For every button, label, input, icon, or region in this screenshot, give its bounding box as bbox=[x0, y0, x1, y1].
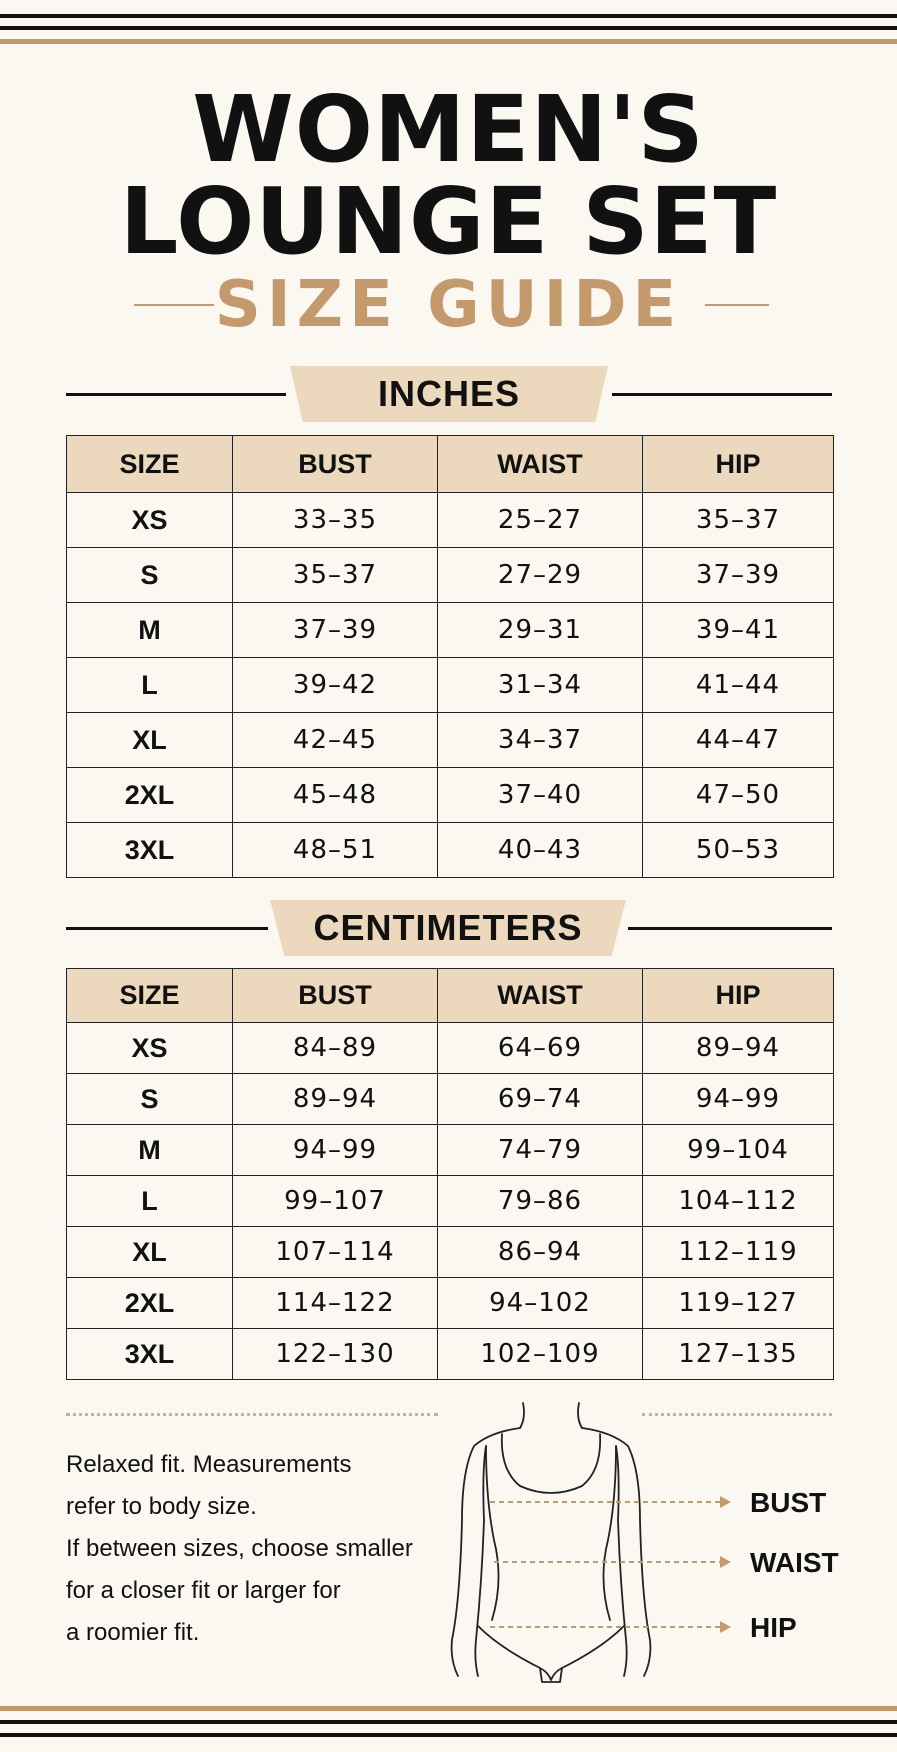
top-stripe-3 bbox=[0, 39, 897, 44]
subtitle-rule-right bbox=[705, 304, 769, 306]
bust-cell: 122–130 bbox=[233, 1329, 438, 1380]
bust-arrow-icon bbox=[720, 1496, 731, 1508]
table-row bbox=[67, 1329, 834, 1380]
table-row bbox=[67, 1176, 834, 1227]
table-row bbox=[67, 823, 834, 878]
bottom-stripe-2 bbox=[0, 1720, 897, 1724]
waist-cell: 29–31 bbox=[438, 603, 643, 658]
waist-cell: 34–37 bbox=[438, 713, 643, 768]
waist-cell: 86–94 bbox=[438, 1227, 643, 1278]
page-title-line-1: WOMEN'S bbox=[192, 76, 705, 183]
waist-label: WAIST bbox=[750, 1547, 839, 1578]
hip-arrow-icon bbox=[720, 1621, 731, 1633]
bust-cell: 39–42 bbox=[233, 658, 438, 713]
centimeters-table bbox=[66, 968, 834, 1380]
column-header-waist: WAIST bbox=[438, 969, 643, 1023]
size-cell: M bbox=[67, 1125, 233, 1176]
bust-cell: 107–114 bbox=[233, 1227, 438, 1278]
size-cell: 2XL bbox=[67, 768, 233, 823]
bust-cell: 99–107 bbox=[233, 1176, 438, 1227]
table-row bbox=[67, 1023, 834, 1074]
bust-cell: 48–51 bbox=[233, 823, 438, 878]
waist-cell: 31–34 bbox=[438, 658, 643, 713]
hip-cell: 127–135 bbox=[643, 1329, 834, 1380]
table-row bbox=[67, 713, 834, 768]
hip-cell: 47–50 bbox=[643, 768, 834, 823]
bodysuit-outline-icon bbox=[452, 1403, 651, 1682]
hip-cell: 39–41 bbox=[643, 603, 834, 658]
inches-label: INCHES bbox=[377, 373, 521, 414]
size-cell: L bbox=[67, 658, 233, 713]
column-header-size: SIZE bbox=[67, 969, 233, 1023]
bust-label: BUST bbox=[750, 1487, 827, 1518]
centimeters-rule-right bbox=[628, 927, 832, 930]
column-header-size: SIZE bbox=[67, 436, 233, 493]
bust-cell: 84–89 bbox=[233, 1023, 438, 1074]
bust-cell: 42–45 bbox=[233, 713, 438, 768]
hip-label: HIP bbox=[750, 1612, 797, 1643]
column-header-bust: BUST bbox=[233, 969, 438, 1023]
centimeters-header-row bbox=[67, 969, 834, 1023]
waist-cell: 40–43 bbox=[438, 823, 643, 878]
fit-note bbox=[66, 1444, 446, 1654]
bust-cell: 37–39 bbox=[233, 603, 438, 658]
bust-cell: 114–122 bbox=[233, 1278, 438, 1329]
inches-section-header bbox=[0, 366, 897, 422]
inches-header-row bbox=[67, 436, 834, 493]
dotted-divider-right bbox=[642, 1413, 832, 1416]
size-cell: M bbox=[67, 603, 233, 658]
top-stripe-2 bbox=[0, 26, 897, 30]
column-header-waist: WAIST bbox=[438, 436, 643, 493]
fit-note-line: a roomier fit. bbox=[66, 1619, 200, 1646]
table-row bbox=[67, 1278, 834, 1329]
hip-cell: 35–37 bbox=[643, 493, 834, 548]
waist-cell: 74–79 bbox=[438, 1125, 643, 1176]
bust-cell: 35–37 bbox=[233, 548, 438, 603]
bust-cell: 45–48 bbox=[233, 768, 438, 823]
bust-cell: 89–94 bbox=[233, 1074, 438, 1125]
size-cell: 3XL bbox=[67, 823, 233, 878]
size-cell: S bbox=[67, 548, 233, 603]
column-header-bust: BUST bbox=[233, 436, 438, 493]
top-stripe-1 bbox=[0, 14, 897, 18]
waist-cell: 79–86 bbox=[438, 1176, 643, 1227]
inches-table bbox=[66, 435, 834, 878]
bottom-stripe-1 bbox=[0, 1706, 897, 1711]
centimeters-label: CENTIMETERS bbox=[313, 907, 583, 948]
table-row bbox=[67, 603, 834, 658]
subtitle-block bbox=[0, 270, 897, 340]
hip-cell: 37–39 bbox=[643, 548, 834, 603]
page-subtitle: SIZE GUIDE bbox=[214, 268, 683, 342]
size-cell: XS bbox=[67, 493, 233, 548]
centimeters-rule-left bbox=[66, 927, 268, 930]
waist-cell: 102–109 bbox=[438, 1329, 643, 1380]
hip-cell: 50–53 bbox=[643, 823, 834, 878]
hip-cell: 119–127 bbox=[643, 1278, 834, 1329]
hip-cell: 89–94 bbox=[643, 1023, 834, 1074]
hip-cell: 99–104 bbox=[643, 1125, 834, 1176]
hip-cell: 94–99 bbox=[643, 1074, 834, 1125]
bust-cell: 94–99 bbox=[233, 1125, 438, 1176]
table-row bbox=[67, 768, 834, 823]
table-row bbox=[67, 1227, 834, 1278]
size-cell: XS bbox=[67, 1023, 233, 1074]
inches-rule-left bbox=[66, 393, 286, 396]
hip-cell: 112–119 bbox=[643, 1227, 834, 1278]
hip-cell: 41–44 bbox=[643, 658, 834, 713]
table-row bbox=[67, 493, 834, 548]
centimeters-section-header bbox=[0, 900, 897, 956]
table-row bbox=[67, 548, 834, 603]
size-cell: S bbox=[67, 1074, 233, 1125]
waist-cell: 64–69 bbox=[438, 1023, 643, 1074]
size-cell: XL bbox=[67, 713, 233, 768]
bottom-stripe-3 bbox=[0, 1733, 897, 1737]
fit-note-line: for a closer fit or larger for bbox=[66, 1577, 341, 1604]
size-cell: L bbox=[67, 1176, 233, 1227]
column-header-hip: HIP bbox=[643, 436, 834, 493]
size-cell: XL bbox=[67, 1227, 233, 1278]
waist-arrow-icon bbox=[720, 1556, 731, 1568]
fit-note-line: refer to body size. bbox=[66, 1493, 257, 1520]
table-row bbox=[67, 1074, 834, 1125]
waist-cell: 37–40 bbox=[438, 768, 643, 823]
fit-note-line: If between sizes, choose smaller bbox=[66, 1535, 413, 1562]
waist-cell: 25–27 bbox=[438, 493, 643, 548]
bust-cell: 33–35 bbox=[233, 493, 438, 548]
page-title-line-2: LOUNGE SET bbox=[119, 168, 778, 275]
table-row bbox=[67, 1125, 834, 1176]
waist-cell: 69–74 bbox=[438, 1074, 643, 1125]
waist-cell: 27–29 bbox=[438, 548, 643, 603]
dotted-divider-left bbox=[66, 1413, 438, 1416]
size-cell: 3XL bbox=[67, 1329, 233, 1380]
hip-cell: 44–47 bbox=[643, 713, 834, 768]
fit-note-line: Relaxed fit. Measurements bbox=[66, 1451, 352, 1478]
waist-cell: 94–102 bbox=[438, 1278, 643, 1329]
size-cell: 2XL bbox=[67, 1278, 233, 1329]
hip-cell: 104–112 bbox=[643, 1176, 834, 1227]
inches-rule-right bbox=[612, 393, 832, 396]
column-header-hip: HIP bbox=[643, 969, 834, 1023]
table-row bbox=[67, 658, 834, 713]
